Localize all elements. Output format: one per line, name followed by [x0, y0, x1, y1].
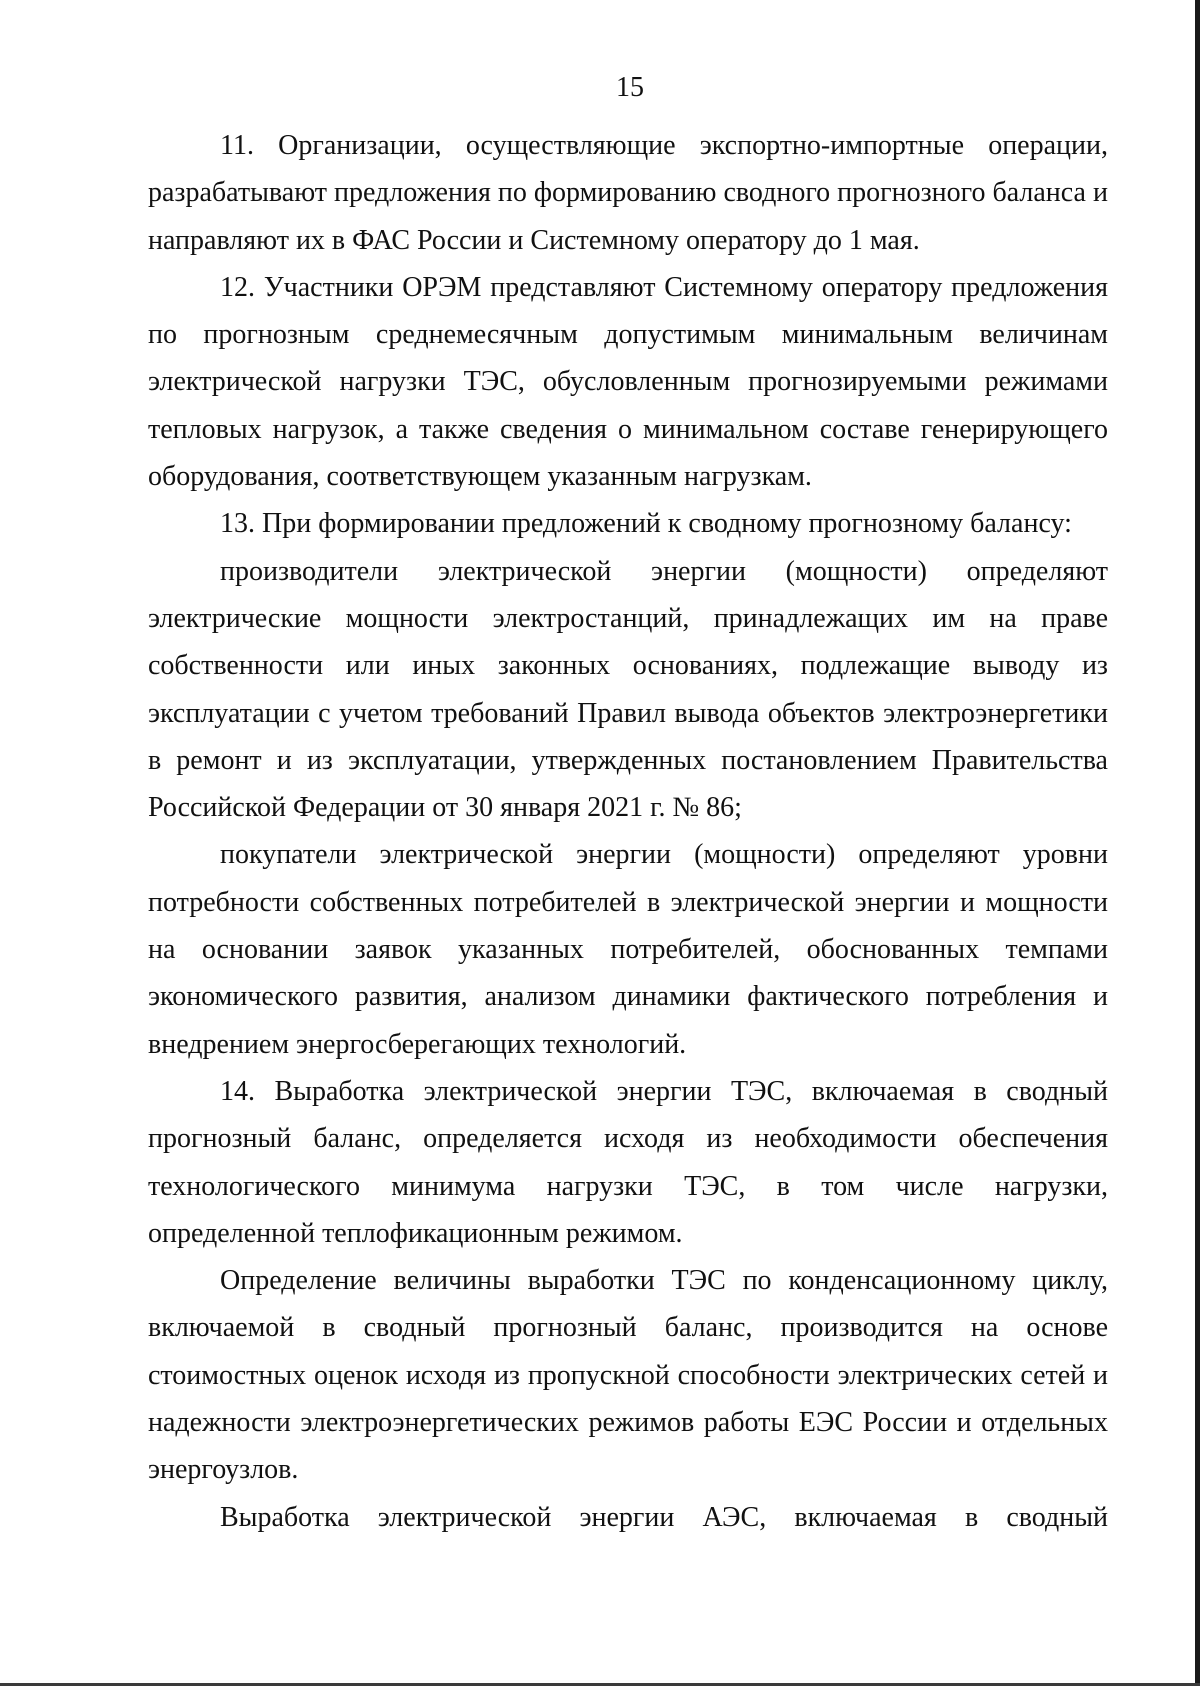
paragraph-11: 11. Организации, осуществляющие экспортно-импортные операции, разрабатывают предложения по формированию сводного прогнозного баланса и направляют их в ФАС России и Системному оператору до 1 мая. — [148, 130, 1108, 256]
paragraph-12: 12. Участники ОРЭМ представляют Системному оператору предложения по прогнозным среднемесячным допустимым минимальным величинам электрической нагрузки ТЭС, обусловленным прогнозируемыми режимами тепловых нагрузок, а также сведения о минимальном составе генерирующего оборудования, соответствующем указанным нагрузкам. — [148, 271, 1108, 493]
paragraph-14-nuclear: Выработка электрической энергии АЭС, включаемая в сводный — [220, 1501, 1108, 1533]
page-number: 15 — [616, 72, 644, 103]
paragraph-14-condensation: Определение величины выработки ТЭС по конденсационному циклу, включаемой в сводный прогнозный баланс, производится на основе стоимостных оценок исходя из пропускной способности электрических сетей и надежности электроэнергетических режимов работы ЕЭС России и отдельных энергоузлов. — [148, 1265, 1108, 1486]
paragraph-14: 14. Выработка электрической энергии ТЭС, включаемая в сводный прогнозный баланс, определяется исходя из необходимости обеспечения технологического минимума нагрузки ТЭС, в том числе нагрузки, определенной теплофикационным режимом. — [148, 1075, 1108, 1249]
document-body — [148, 122, 1108, 1541]
scan-edge-right — [1195, 0, 1200, 1686]
paragraph-13: 13. При формировании предложений к сводному прогнозному балансу: — [220, 508, 1072, 540]
paragraph-13-buyers: покупатели электрической энергии (мощности) определяют уровни потребности собственных потребителей в электрической энергии и мощности на основании заявок указанных потребителей, обоснованных темпами экономического развития, анализом динамики фактического потребления и внедрением энергосберегающих технологий. — [148, 839, 1108, 1060]
paragraph-13-producers: производители электрической энергии (мощности) определяют электрические мощности электростанций, принадлежащих им на праве собственности или иных законных основаниях, подлежащие выводу из эксплуатации с учетом требований Правил вывода объектов электроэнергетики в ремонт и из эксплуатации, утвержденных постановлением Правительства Российской Федерации от 30 января 2021 г. № 86; — [148, 555, 1108, 824]
